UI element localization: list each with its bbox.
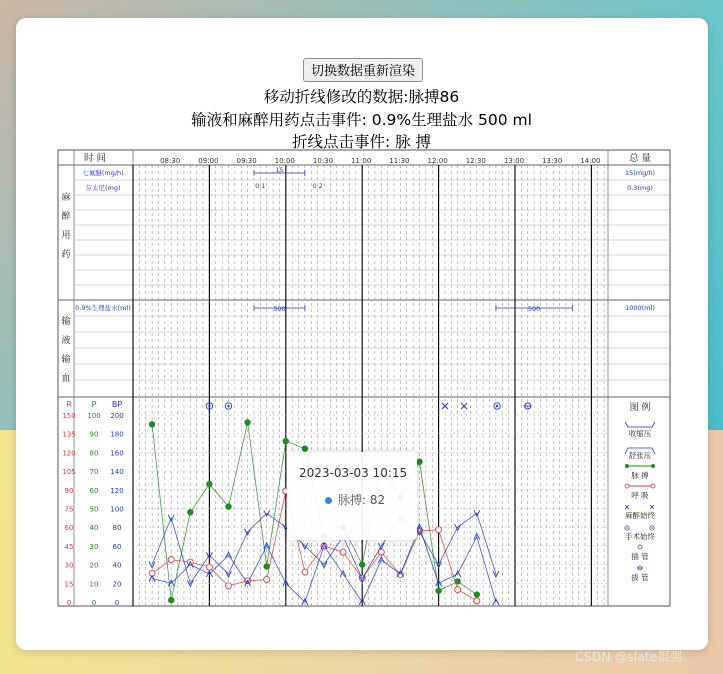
legend-title: 图 例	[629, 403, 651, 413]
tooltip-series-dot	[325, 497, 332, 504]
time-tick-label: 10:30	[312, 157, 334, 165]
bp-tick-label: 200	[110, 412, 124, 420]
chart-tooltip	[287, 452, 417, 540]
tooltip-value: 脉搏: 82	[338, 493, 386, 507]
legend-resp-dot	[625, 484, 629, 488]
r-tick-label: 105	[62, 468, 76, 477]
pulse-point	[244, 419, 250, 425]
legend-pulse-dot	[651, 464, 655, 468]
time-tick-label: 12:00	[427, 157, 448, 165]
bp-tick-label: 100	[110, 505, 124, 514]
tooltip-title: 2023-03-03 10:15	[299, 466, 408, 480]
anes-section-label: 用	[61, 231, 71, 241]
legend-label: 呼 吸	[631, 491, 649, 500]
anes-drug-name: 七氟醚(mg/h)	[82, 169, 124, 177]
time-tick-label: 13:30	[542, 157, 563, 165]
infusion-section-label: 液	[61, 336, 71, 346]
legend-surgery-icon-dot	[651, 527, 652, 528]
bp-tick-label: 40	[112, 561, 122, 570]
respiration-point	[206, 564, 212, 570]
legend-anesthesia-icon	[650, 505, 654, 509]
legend-resp-dot	[651, 484, 655, 488]
time-tick-label: 08:30	[160, 157, 181, 165]
p-tick-label: 0	[91, 599, 97, 607]
pulse-point	[149, 421, 155, 427]
r-tick-label: 120	[62, 449, 76, 458]
bp-tick-label: 180	[110, 430, 124, 439]
r-axis-header: R	[66, 400, 72, 409]
pulse-point	[225, 503, 231, 509]
time-tick-label: 12:30	[465, 157, 486, 165]
bp-axis-header: BP	[111, 400, 123, 409]
time-tick-label: 11:30	[389, 157, 410, 165]
respiration-point	[264, 577, 270, 583]
pulse-point	[168, 597, 174, 603]
watermark: CSDN @slate很强	[575, 649, 683, 664]
event-mark-dot	[496, 405, 498, 407]
anes-section-label: 醉	[61, 212, 71, 222]
pulse-point	[359, 561, 365, 567]
respiration-point	[340, 549, 346, 555]
drug-dose-label: 0.1	[255, 182, 266, 190]
drug-dose-label: 0.2	[312, 182, 323, 190]
pulse-point	[435, 588, 441, 594]
infusion-dose-label: 500	[273, 305, 286, 313]
respiration-point	[455, 587, 461, 593]
surgery-start-mark-dot	[227, 405, 229, 407]
infusion-section-label: 输	[61, 317, 71, 327]
pulse-point	[206, 481, 212, 487]
time-tick-label: 11:00	[351, 157, 372, 165]
pulse-point	[416, 459, 422, 465]
p-tick-label: 40	[89, 524, 99, 533]
p-tick-label: 70	[89, 468, 99, 477]
p-tick-label: 90	[89, 430, 99, 439]
legend-label: 麻醉始终	[625, 511, 655, 520]
bp-tick-label: 0	[114, 599, 120, 607]
p-tick-label: 20	[89, 561, 99, 570]
respiration-point	[168, 557, 174, 563]
p-tick-label: 80	[89, 449, 99, 458]
legend-label: 舒张压	[628, 451, 652, 460]
pulse-point	[283, 438, 289, 444]
time-tick-label: 14:00	[580, 157, 601, 165]
legend-systolic-icon	[625, 422, 655, 427]
anesthesia-end-mark	[461, 403, 467, 409]
time-header: 时 间	[83, 153, 107, 164]
p-tick-label: 30	[89, 542, 99, 551]
p-tick-label: 60	[89, 486, 99, 495]
anesthesia-start-mark-dot	[208, 405, 210, 407]
r-tick-label: 15	[64, 580, 74, 589]
infusion-dose-label: 500	[527, 305, 541, 313]
r-tick-label: 45	[64, 542, 74, 551]
time-tick-label: 09:30	[236, 157, 257, 165]
legend-label: 收缩压	[628, 429, 652, 438]
r-tick-label: 60	[64, 524, 74, 533]
legend-intubation-icon	[638, 545, 642, 549]
r-tick-label: 30	[64, 561, 74, 570]
infusion-section-label: 输	[61, 355, 71, 365]
p-tick-label: 50	[89, 505, 99, 514]
legend-label: 脉 搏	[631, 471, 649, 480]
bp-tick-label: 140	[110, 468, 124, 477]
drug-dose-label: 15	[275, 166, 284, 174]
legend-anesthesia-icon	[625, 505, 629, 509]
pulse-point	[302, 445, 308, 451]
infusion-total: 1000(ml)	[625, 304, 655, 312]
respiration-point	[474, 598, 480, 604]
r-tick-label: 90	[64, 486, 74, 495]
anes-drug-total: 0.3(mg)	[627, 184, 653, 192]
bp-tick-label: 80	[112, 524, 122, 533]
legend-label: 手术始终	[625, 532, 655, 541]
rerender-button[interactable]: 切换数据重新渲染	[303, 58, 423, 82]
respiration-point	[436, 527, 442, 533]
respiration-point	[226, 583, 232, 589]
p-tick-label: 100	[87, 412, 101, 420]
time-tick-label: 09:00	[198, 157, 219, 165]
line-edit-text: 移动折线修改的数据:脉搏86	[263, 88, 460, 106]
pulse-point	[474, 591, 480, 597]
r-tick-label: 0	[66, 599, 72, 607]
p-tick-label: 10	[89, 580, 99, 589]
r-tick-label: 150	[62, 412, 76, 420]
bp-tick-label: 20	[112, 580, 122, 589]
bp-tick-label: 60	[112, 542, 122, 551]
line-click-text: 折线点击事件: 脉 搏	[291, 133, 432, 151]
legend-surgery-icon-dot	[626, 527, 627, 528]
respiration-point	[302, 569, 308, 575]
drug-click-text: 输液和麻醉用药点击事件: 0.9%生理盐水 500 ml	[191, 111, 532, 129]
r-tick-label: 135	[62, 430, 76, 439]
time-tick-label: 13:00	[503, 157, 525, 165]
anes-drug-total: 15(mg/h)	[624, 169, 656, 177]
anes-drug-name: 芬太尼(mg)	[85, 184, 121, 192]
p-axis-header: P	[91, 400, 97, 409]
time-tick-label: 10:00	[274, 157, 295, 165]
r-tick-label: 75	[64, 505, 74, 514]
infusion-section-label: 血	[61, 374, 71, 384]
legend-label: 拔 管	[631, 573, 649, 582]
bp-tick-label: 120	[110, 486, 124, 495]
legend-label: 插 管	[631, 552, 649, 561]
anes-section-label: 药	[61, 250, 71, 260]
surgery-end-mark	[442, 403, 448, 409]
anes-section-label: 麻	[61, 193, 71, 203]
legend-pulse-dot	[625, 464, 629, 468]
pulse-point	[187, 509, 193, 515]
total-header: 总 量	[628, 153, 652, 164]
bp-tick-label: 160	[110, 449, 124, 458]
infusion-name: 0.9%生理盐水(ml)	[75, 304, 131, 312]
